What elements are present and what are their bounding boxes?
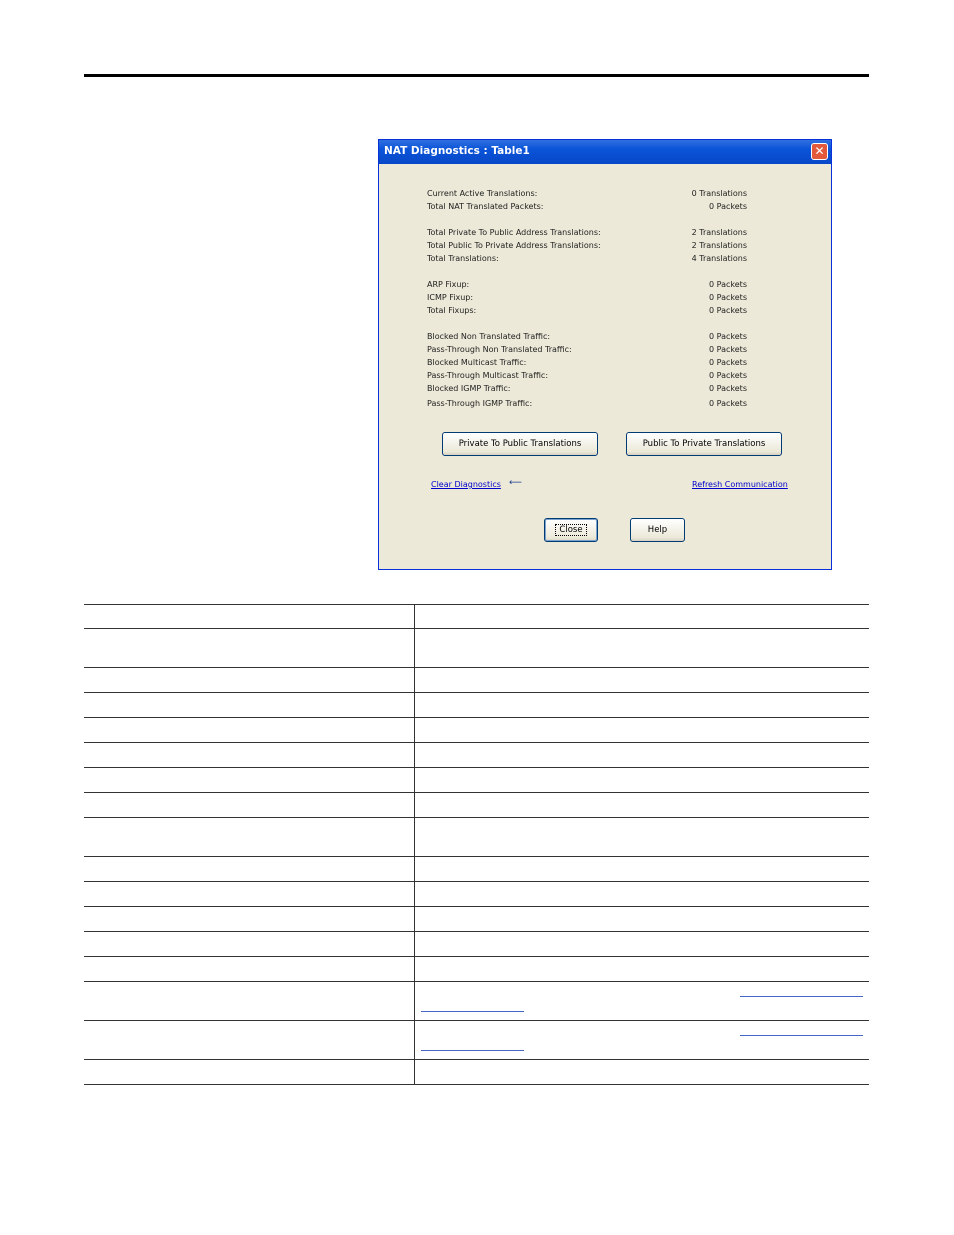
stat-blocked-non-translated (427, 331, 747, 343)
stat-label: ICMP Fixup: (427, 293, 474, 302)
close-button[interactable] (544, 518, 598, 542)
cross-reference-link[interactable] (740, 996, 863, 997)
stat-private-to-public-translations (427, 227, 747, 239)
stat-value: 4 Translations (691, 254, 747, 263)
stat-value: 0 Packets (709, 332, 747, 341)
table-rule (84, 817, 869, 818)
table-rule (84, 792, 869, 793)
stat-pass-through-non-translated (427, 344, 747, 356)
table-rule (84, 956, 869, 957)
stat-label: Current Active Translations: (427, 189, 538, 198)
stat-arp-fixup (427, 279, 747, 291)
table-rule (84, 981, 869, 982)
stat-total-nat-translated-packets (427, 201, 747, 213)
stat-value: 2 Translations (691, 241, 747, 250)
stat-label: Blocked Multicast Traffic: (427, 358, 527, 367)
stat-value: 0 Packets (709, 202, 747, 211)
cross-reference-link[interactable] (740, 1035, 863, 1036)
table-rule (84, 667, 869, 668)
stat-value: 2 Translations (691, 228, 747, 237)
stat-value: 0 Packets (709, 358, 747, 367)
arrow-left-icon: ⟵ (509, 478, 522, 488)
top-rule (84, 74, 869, 77)
stat-blocked-igmp (427, 383, 747, 395)
table-rule (84, 767, 869, 768)
stat-label: Blocked IGMP Traffic: (427, 384, 511, 393)
dialog-title: NAT Diagnostics : Table1 (384, 145, 530, 157)
table-rule (84, 1059, 869, 1060)
stat-value: 0 Translations (691, 189, 747, 198)
stat-label: Total Private To Public Address Translations: (427, 228, 601, 237)
nat-diagnostics-dialog (378, 139, 832, 570)
stat-label: Pass-Through Multicast Traffic: (427, 371, 549, 380)
stat-public-to-private-translations (427, 240, 747, 252)
stat-icmp-fixup (427, 292, 747, 304)
table-rule (84, 1020, 869, 1021)
stat-value: 0 Packets (709, 293, 747, 302)
stat-label: Total NAT Translated Packets: (427, 202, 544, 211)
stat-current-active-translations (427, 188, 747, 200)
clear-diagnostics-link[interactable]: Clear Diagnostics (431, 480, 501, 489)
table-rule (84, 881, 869, 882)
stat-total-translations (427, 253, 747, 265)
stat-label: ARP Fixup: (427, 280, 470, 289)
table-rule (84, 717, 869, 718)
table-rule (84, 931, 869, 932)
close-button-label: Close (555, 524, 586, 536)
stat-total-fixups (427, 305, 747, 317)
table-rule (84, 1084, 869, 1085)
public-to-private-button[interactable]: Public To Private Translations (626, 432, 782, 456)
stat-value: 0 Packets (709, 306, 747, 315)
stat-value: 0 Packets (709, 399, 747, 408)
table-rule (84, 856, 869, 857)
stat-pass-through-igmp (427, 398, 747, 410)
stat-label: Total Translations: (427, 254, 499, 263)
private-to-public-button[interactable]: Private To Public Translations (442, 432, 598, 456)
stat-label: Total Fixups: (427, 306, 477, 315)
stat-value: 0 Packets (709, 280, 747, 289)
stat-pass-through-multicast (427, 370, 747, 382)
table-rule (84, 604, 869, 605)
stat-value: 0 Packets (709, 371, 747, 380)
stat-value: 0 Packets (709, 345, 747, 354)
stat-label: Pass-Through IGMP Traffic: (427, 399, 533, 408)
table-column-divider (414, 604, 415, 1084)
stat-label: Total Public To Private Address Translations: (427, 241, 601, 250)
cross-reference-link[interactable] (421, 1050, 524, 1051)
stat-label: Pass-Through Non Translated Traffic: (427, 345, 572, 354)
stat-blocked-multicast (427, 357, 747, 369)
help-button[interactable]: Help (630, 518, 685, 542)
stat-value: 0 Packets (709, 384, 747, 393)
close-icon[interactable]: ✕ (811, 143, 828, 160)
table-rule (84, 742, 869, 743)
cross-reference-link[interactable] (421, 1011, 524, 1012)
titlebar[interactable] (379, 140, 831, 164)
table-rule (84, 906, 869, 907)
table-rule (84, 628, 869, 629)
refresh-communication-link[interactable]: Refresh Communication (692, 480, 788, 489)
stat-label: Blocked Non Translated Traffic: (427, 332, 551, 341)
table-rule (84, 692, 869, 693)
